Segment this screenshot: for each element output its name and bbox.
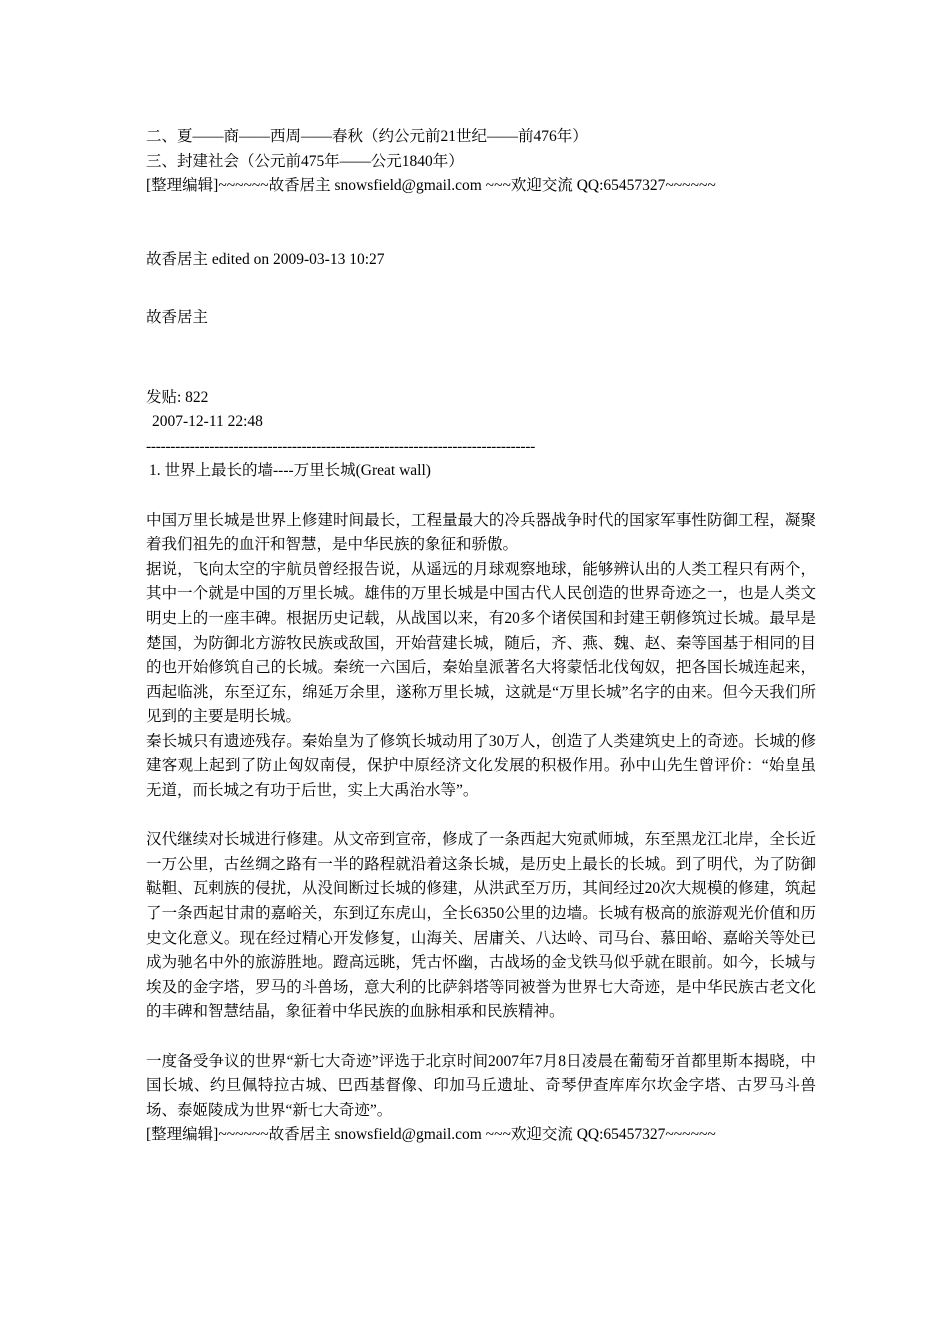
document-page <box>146 125 816 1148</box>
post-timestamp: 2007-12-11 22:48 <box>152 413 263 431</box>
post-count: 发贴: 822 <box>146 388 209 406</box>
divider-line: -------------------------------------------------------------------------------- <box>146 437 535 455</box>
footer-signature: [整理编辑]~~~~~~故香居主 snowsfield@gmail.com ~~~欢迎交流 QQ:65457327~~~~~~ <box>146 1126 716 1144</box>
history-period-line: 二、夏——商——西周——春秋（约公元前21世纪——前476年） <box>146 128 588 145</box>
body-paragraph: 据说，飞向太空的宇航员曾经报告说，从遥远的月球观察地球，能够辨认出的人类工程只有两个，其中一个就是中国的万里长城。雄伟的万里长城是中国古代人民创造的世界奇迹之一，也是人类文明史上的一座丰碑。根据历史记载，从战国以来，有20多个诸侯国和封建王朝修筑过长城。最早是楚国，为防御北方游牧民族或敌国，开始营建长城，随后，齐、燕、魏、赵、秦等国基于相同的目的也开始修筑自己的长城。秦统一六国后，秦始皇派著名大将蒙恬北伐匈奴，把各国长城连起来，西起临洮，东至辽东，绵延万余里，遂称万里长城，这就是“万里长城”名字的由来。但今天我们所见到的主要是明长城。 <box>146 560 816 726</box>
edit-note: 故香居主 edited on 2009-03-13 10:27 <box>146 250 385 268</box>
body-paragraph: 中国万里长城是世界上修建时间最长，工程量最大的冷兵器战争时代的国家军事性防御工程，凝聚着我们祖先的血汗和智慧，是中华民族的象征和骄傲。 <box>146 511 816 554</box>
body-paragraph: 汉代继续对长城进行修建。从文帝到宣帝，修成了一条西起大宛贰师城，东至黑龙江北岸，全长近一万公里，古丝绸之路有一半的路程就沿着这条长城，是历史上最长的长城。到了明代，为了防御鞑靼、瓦剌族的侵扰，从没间断过长城的修建，从洪武至万历，其间经过20次大规模的修建，筑起了一条西起甘肃的嘉峪关，东到辽东虎山，全长6350公里的边墙。长城有极高的旅游观光价值和历史文化意义。现在经过精心开发修复，山海关、居庸关、八达岭、司马台、慕田峪、嘉峪关等处已成为驰名中外的旅游胜地。蹬高远眺，凭古怀幽，古战场的金戈铁马似乎就在眼前。如今，长城与埃及的金字塔，罗马的斗兽场，意大利的比萨斜塔等同被誉为世界七大奇迹，是中华民族古老文化的丰碑和智慧结晶，象征着中华民族的血脉相承和民族精神。 <box>146 831 816 1021</box>
body-paragraph: 一度备受争议的世界“新七大奇迹”评选于北京时间2007年7月8日凌晨在葡萄牙首都里斯本揭晓，中国长城、约旦佩特拉古城、巴西基督像、印加马丘遗址、奇琴伊查库库尔坎金字塔、古罗马斗兽场、泰姬陵成为世界“新七大奇迹”。 <box>146 1052 816 1119</box>
editor-signature: [整理编辑]~~~~~~故香居主 snowsfield@gmail.com ~~~欢迎交流 QQ:65457327~~~~~~ <box>146 177 716 195</box>
section-title: 1. 世界上最长的墙----万里长城(Great wall) <box>149 462 431 480</box>
history-period-line: 三、封建社会（公元前475年——公元1840年） <box>146 152 464 170</box>
author-name: 故香居主 <box>146 308 209 326</box>
body-paragraph: 秦长城只有遗迹残存。秦始皇为了修筑长城动用了30万人，创造了人类建筑史上的奇迹。长城的修建客观上起到了防止匈奴南侵，保护中原经济文化发展的积极作用。孙中山先生曾评价：“始皇虽无道，而长城之有功于后世，实上大禹治水等”。 <box>146 732 816 800</box>
